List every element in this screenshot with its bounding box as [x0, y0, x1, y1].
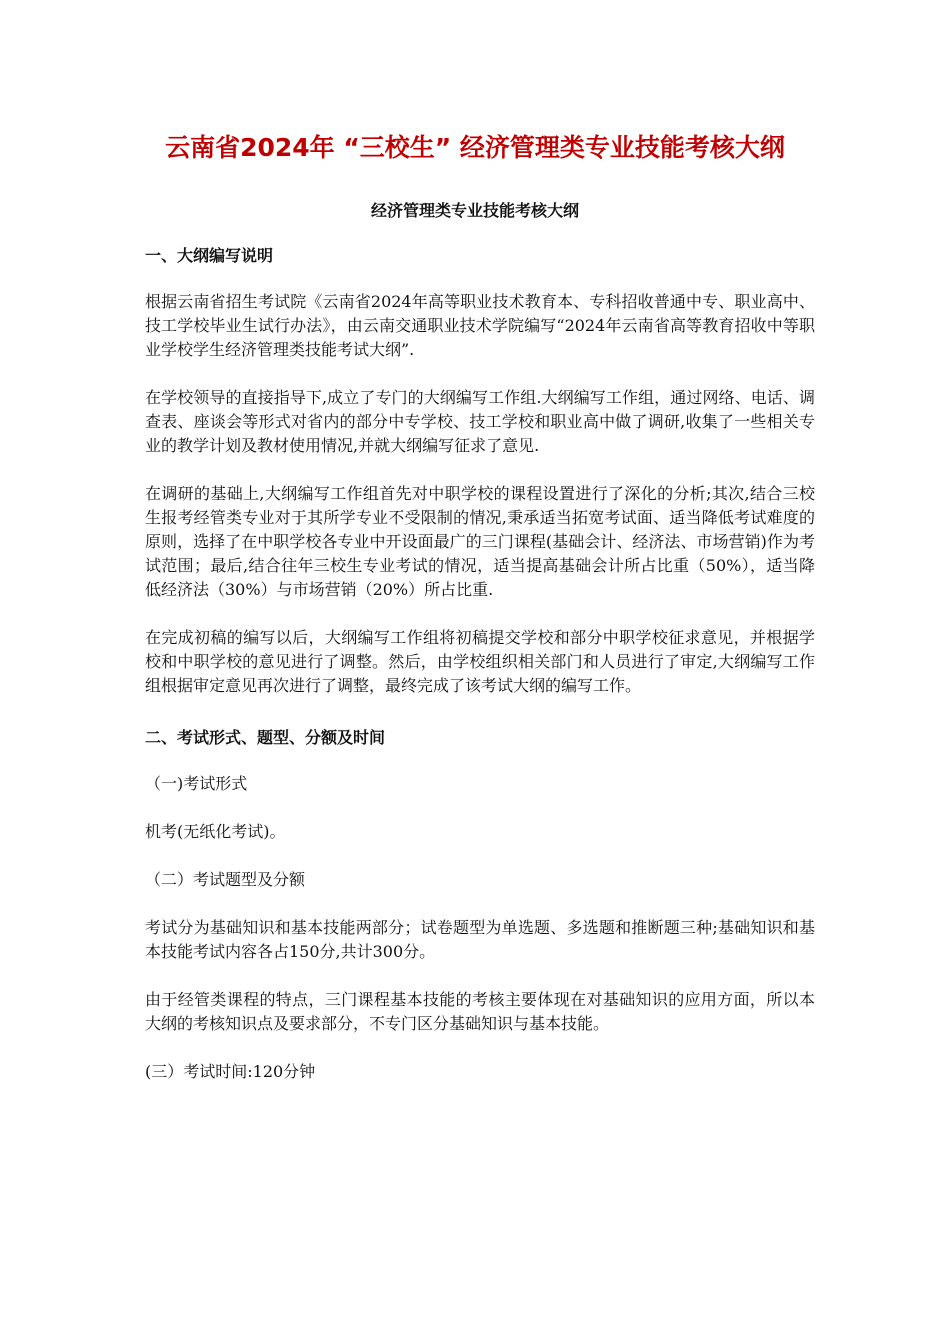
- paragraph-1: 根据云南省招生考试院《云南省2024年高等职业技术教育本、专科招收普通中专、职业高中、技工学校毕业生试行办法》，由云南交通职业技术学院编写“2024年云南省高等教育招收中等职业学校学生经济管理类技能考试大纲”.: [145, 292, 815, 359]
- subsection-title-1: （一)考试形式: [145, 774, 248, 793]
- paragraph-2: 在学校领导的直接指导下,成立了专门的大纲编写工作组.大纲编写工作组，通过网络、电话、调查表、座谈会等形式对省内的部分中专学校、技工学校和职业高中做了调研,收集了一些相关专业的教学计划及教材使用情况,并就大纲编写征求了意见.: [145, 388, 815, 455]
- section-heading-1: 一、大纲编写说明: [145, 246, 274, 265]
- section-heading-2: 二、考试形式、题型、分额及时间: [145, 728, 386, 747]
- subsection-paragraph-2: 由于经管类课程的特点，三门课程基本技能的考核主要体现在对基础知识的应用方面，所以本大纲的考核知识点及要求部分，不专门区分基础知识与基本技能。: [145, 990, 815, 1033]
- paragraph-4: 在完成初稿的编写以后，大纲编写工作组将初稿提交学校和部分中职学校征求意见，并根据学校和中职学校的意见进行了调整。然后，由学校组织相关部门和人员进行了审定,大纲编写工作组根据审定意见再次进行了调整，最终完成了该考试大纲的编写工作。: [145, 628, 815, 695]
- document-body: [145, 243, 815, 1108]
- subsection-paragraph-1: 考试分为基础知识和基本技能两部分；试卷题型为单选题、多选题和推断题三种;基础知识和基本技能考试内容各占150分,共计300分。: [145, 918, 815, 961]
- subsection-title-2: （二）考试题型及分额: [145, 870, 306, 889]
- subsection-title-3: (三）考试时间:120分钟: [145, 1062, 316, 1081]
- subsection-text-1: 机考(无纸化考试)。: [145, 822, 286, 841]
- document-subtitle: 经济管理类专业技能考核大纲: [370, 201, 579, 220]
- paragraph-3: 在调研的基础上,大纲编写工作组首先对中职学校的课程设置进行了深化的分析;其次,结合三校生报考经管类专业对于其所学专业不受限制的情况,秉承适当拓宽考试面、适当降低考试难度的原则，选择了在中职学校各专业中开设面最广的三门课程(基础会计、经济法、市场营销)作为考试范围；最后,结合往年三校生专业考试的情况，适当提高基础会计所占比重（50%），适当降低经济法（30%）与市场营销（20%）所占比重.: [145, 484, 815, 599]
- document-title: 云南省2024年 “三校生” 经济管理类专业技能考核大纲: [165, 133, 785, 162]
